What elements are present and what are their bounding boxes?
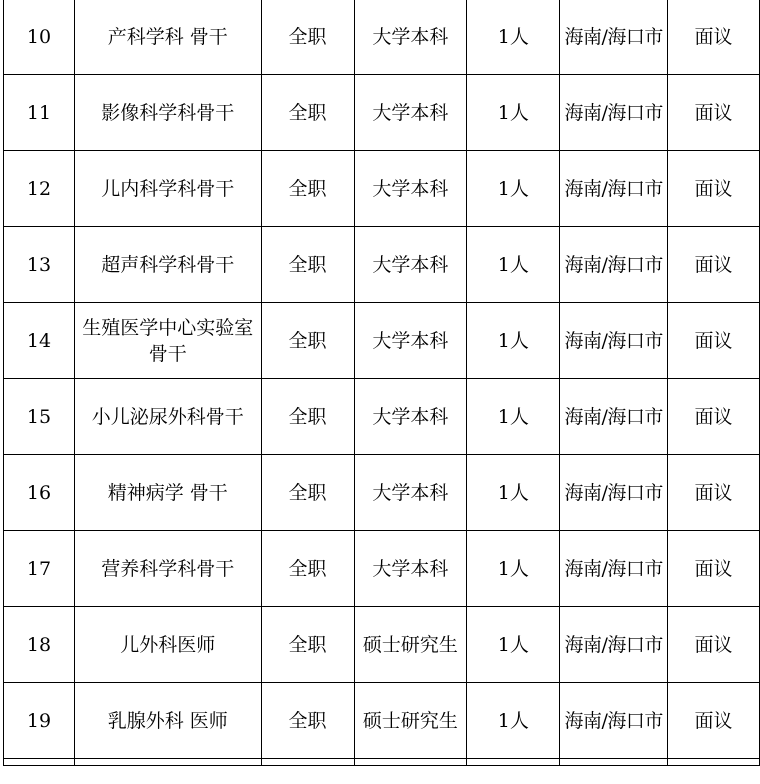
headcount-cell: 1人 [467,531,560,607]
salary-cell: 面议 [668,151,760,227]
location-cell: 海南/海口市 [560,379,668,455]
table-row [4,0,760,75]
row-number: 13 [4,227,75,303]
employment-type-cell: 全职 [261,151,354,227]
position-cell: 生殖医学中心实验室骨干 [74,303,261,379]
salary-cell: 面议 [668,227,760,303]
table-row [4,151,760,227]
empty-cell [4,759,75,766]
empty-cell [261,759,354,766]
salary-cell: 面议 [668,0,760,75]
employment-type-cell: 全职 [261,75,354,151]
employment-type-cell: 全职 [261,303,354,379]
headcount-cell: 1人 [467,75,560,151]
table-row [4,227,760,303]
table-row [4,303,760,379]
salary-cell: 面议 [668,379,760,455]
row-number: 15 [4,379,75,455]
job-table-body [4,0,760,766]
row-number: 18 [4,607,75,683]
table-row [4,455,760,531]
education-cell: 大学本科 [354,379,467,455]
table-row [4,531,760,607]
employment-type-cell: 全职 [261,0,354,75]
employment-type-cell: 全职 [261,531,354,607]
salary-cell: 面议 [668,607,760,683]
headcount-cell: 1人 [467,607,560,683]
empty-cell [354,759,467,766]
empty-cell [467,759,560,766]
location-cell: 海南/海口市 [560,151,668,227]
employment-type-cell: 全职 [261,227,354,303]
location-cell: 海南/海口市 [560,75,668,151]
salary-cell: 面议 [668,455,760,531]
salary-cell: 面议 [668,683,760,759]
table-row [4,607,760,683]
table-row [4,75,760,151]
position-cell: 营养科学科骨干 [74,531,261,607]
education-cell: 大学本科 [354,531,467,607]
education-cell: 硕士研究生 [354,607,467,683]
position-cell: 影像科学科骨干 [74,75,261,151]
position-cell: 儿外科医师 [74,607,261,683]
location-cell: 海南/海口市 [560,0,668,75]
location-cell: 海南/海口市 [560,607,668,683]
location-cell: 海南/海口市 [560,455,668,531]
headcount-cell: 1人 [467,151,560,227]
headcount-cell: 1人 [467,0,560,75]
row-number: 12 [4,151,75,227]
location-cell: 海南/海口市 [560,683,668,759]
position-cell: 小儿泌尿外科骨干 [74,379,261,455]
location-cell: 海南/海口市 [560,531,668,607]
table-row [4,683,760,759]
education-cell: 大学本科 [354,75,467,151]
row-number: 14 [4,303,75,379]
headcount-cell: 1人 [467,379,560,455]
education-cell: 大学本科 [354,0,467,75]
salary-cell: 面议 [668,75,760,151]
empty-cell [668,759,760,766]
employment-type-cell: 全职 [261,683,354,759]
row-number: 10 [4,0,75,75]
headcount-cell: 1人 [467,455,560,531]
row-number: 11 [4,75,75,151]
row-number: 17 [4,531,75,607]
education-cell: 大学本科 [354,455,467,531]
headcount-cell: 1人 [467,683,560,759]
table-row-cut-off [4,759,760,766]
employment-type-cell: 全职 [261,607,354,683]
empty-cell [74,759,261,766]
position-cell: 精神病学 骨干 [74,455,261,531]
headcount-cell: 1人 [467,303,560,379]
table-row [4,379,760,455]
employment-type-cell: 全职 [261,379,354,455]
position-cell: 超声科学科骨干 [74,227,261,303]
employment-type-cell: 全职 [261,455,354,531]
position-cell: 产科学科 骨干 [74,0,261,75]
headcount-cell: 1人 [467,227,560,303]
location-cell: 海南/海口市 [560,303,668,379]
location-cell: 海南/海口市 [560,227,668,303]
education-cell: 大学本科 [354,151,467,227]
empty-cell [560,759,668,766]
salary-cell: 面议 [668,303,760,379]
row-number: 19 [4,683,75,759]
job-table [3,0,760,766]
row-number: 16 [4,455,75,531]
position-cell: 儿内科学科骨干 [74,151,261,227]
education-cell: 大学本科 [354,227,467,303]
salary-cell: 面议 [668,531,760,607]
education-cell: 硕士研究生 [354,683,467,759]
education-cell: 大学本科 [354,303,467,379]
position-cell: 乳腺外科 医师 [74,683,261,759]
